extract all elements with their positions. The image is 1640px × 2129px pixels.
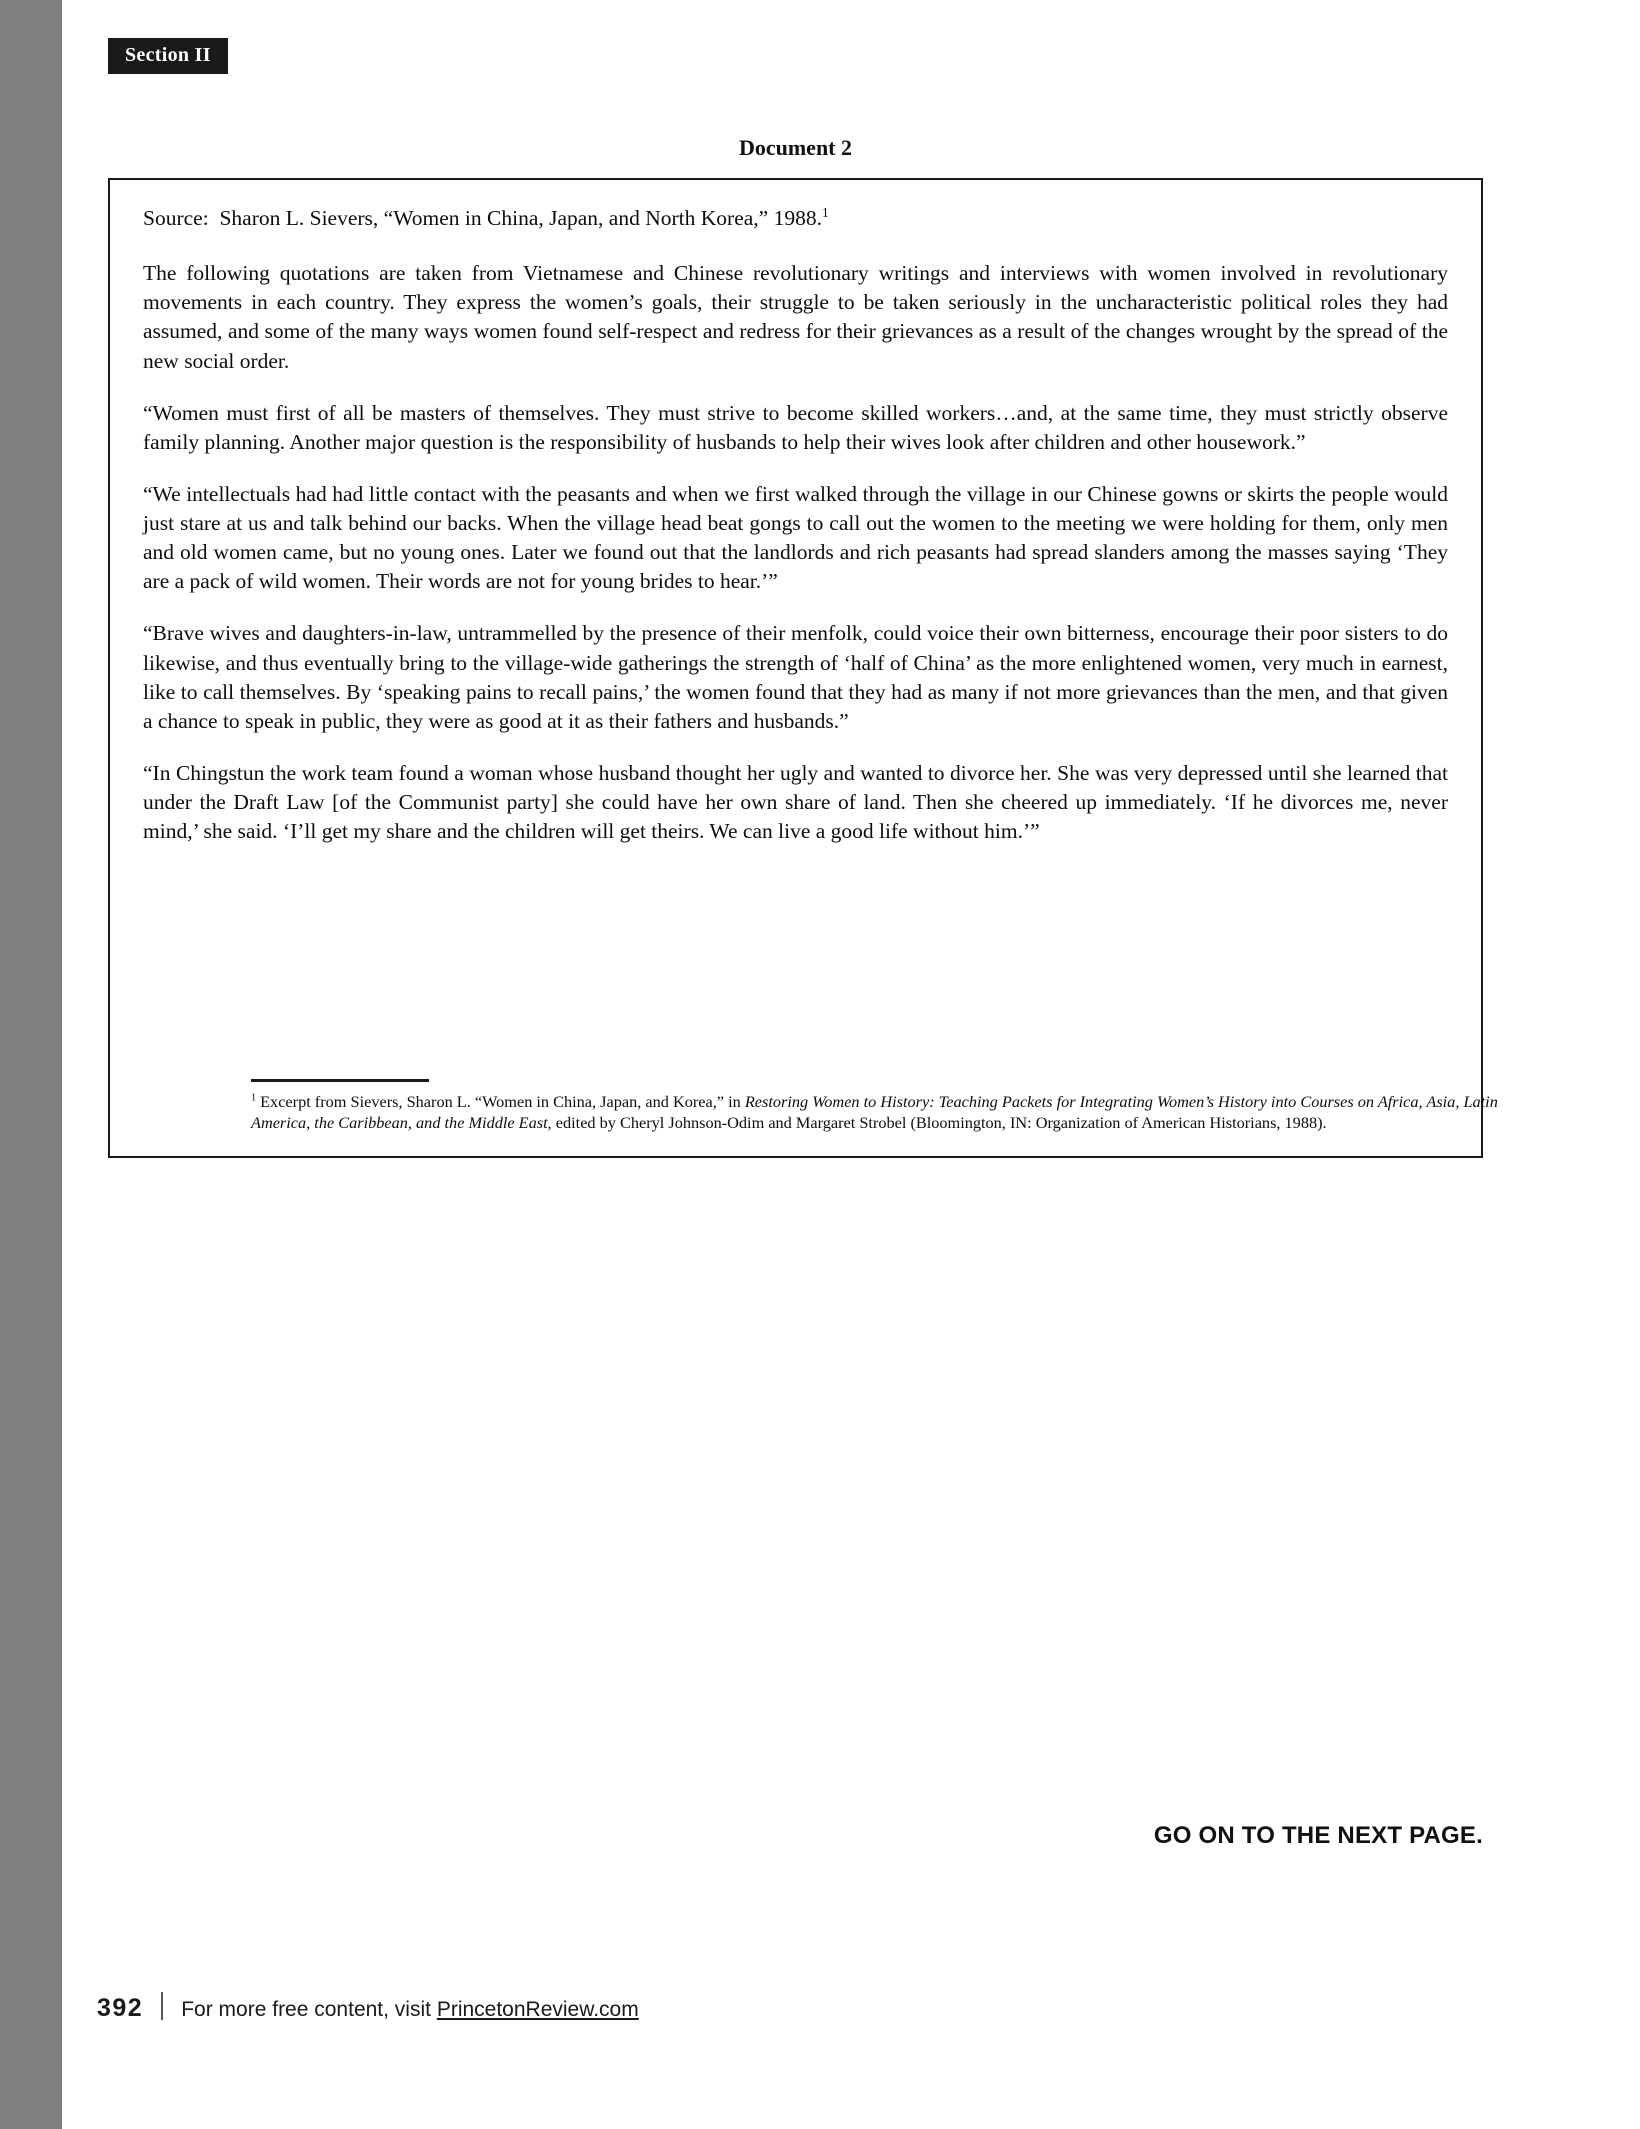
footnote-part-two: , edited by Cheryl Johnson-Odim and Margaret Strobel (Bloomington, IN: Organization of American Historians, 1988). [547, 1113, 1327, 1133]
princeton-review-link[interactable]: PrincetonReview.com [436, 1998, 639, 2021]
go-on-notice: GO ON TO THE NEXT PAGE. [1153, 1822, 1483, 1849]
document-box [108, 178, 1498, 1158]
footnote-part-one: Excerpt from Sievers, Sharon L. “Women in China, Japan, and Korea,” in [256, 1091, 745, 1111]
footnote-number: 1 [251, 1092, 257, 1104]
promo-label: For more free content, visit [181, 1998, 437, 2021]
document-content [110, 180, 1481, 846]
footer-promo-text [181, 1998, 639, 2022]
page-number: 392 [97, 1994, 144, 2022]
footnote-italic-title: Restoring Women to History: Teaching Packets for Integrating Women’s History into Courses on Africa, Asia, Latin America, the Caribbean, and the Middle East [251, 1091, 1498, 1133]
quotation-paragraph-2: “We intellectuals had had little contact with the peasants and when we first walked through the village in our Chinese gowns or skirts the people would just stare at us and talk behind our backs. When the village head beat gongs to call out the women to the meeting we were holding for them, only men and old women came, but no young ones. Later we found out that the landlords and rich peasants had spread slanders among the masses saying ‘They are a pack of wild women. Their words are not for young brides to hear.’” [143, 481, 1448, 594]
section-tab: Section II [108, 38, 228, 74]
quotation-paragraph-1: “Women must first of all be masters of themselves. They must strive to become skilled workers…and, at the same time, they must strictly observe family planning. Another major question is the responsibility of husbands to help their wives look after children and other housework.” [143, 400, 1448, 454]
page-footer [97, 1988, 639, 2023]
footnote-section [251, 1079, 1551, 1134]
footnote-text [251, 1091, 1551, 1134]
footnote-rule [251, 1079, 429, 1082]
quotation-paragraph-3: “Brave wives and daughters-in-law, untrammelled by the presence of their menfolk, could voice their own bitterness, encourage their poor sisters to do likewise, and thus eventually bring to the village-wide gatherings the strength of ‘half of China’ as the more enlightened women, very much in earnest, like to call themselves. By ‘speaking pains to recall pains,’ the women found that they had as many if not more grievances than the men, and that given a chance to speak in public, they were as good at it as their fathers and husbands.” [143, 621, 1448, 733]
source-citation: Sharon L. Sievers, “Women in China, Japan, and North Korea,” 1988. [219, 206, 822, 230]
intro-paragraph: The following quotations are taken from Vietnamese and Chinese revolutionary writings and interviews with women involved in revolutionary movements in each country. They express the women’s goals, their struggle to be taken seriously in the uncharacteristic political roles they had assumed, and some of the many ways women found self-respect and redress for their grievances as a result of the changes wrought by the spread of the new social order. [143, 261, 1448, 373]
footnote-marker-superscript: 1 [821, 204, 829, 220]
document-heading: Document 2 [738, 135, 853, 160]
left-gray-margin-bar [0, 0, 62, 2129]
source-prefix: Source: [143, 206, 209, 230]
quotation-paragraph-4: “In Chingstun the work team found a woman whose husband thought her ugly and wanted to divorce her. She was very depressed until she learned that under the Draft Law [of the Communist party] she could have her own share of land. Then she cheered up immediately. ‘If he divorces me, never mind,’ she said. ‘I’ll get my share and the children will get theirs. We can live a good life without him.’” [143, 760, 1448, 844]
footer-divider [161, 1992, 163, 2020]
source-line [143, 204, 1448, 233]
